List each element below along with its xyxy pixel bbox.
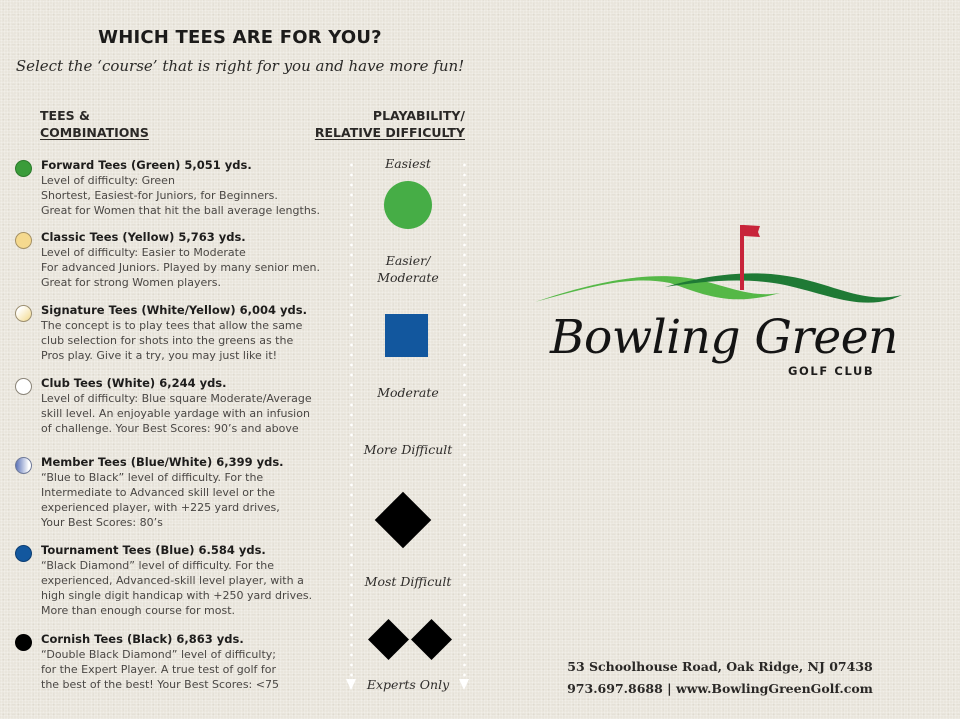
tee-desc: high single digit handicap with +250 yard drives.	[41, 589, 313, 602]
green-circle-icon	[384, 181, 432, 229]
column-header-tees	[40, 107, 149, 141]
difficulty-label-more-difficult: More Difficult	[363, 442, 453, 457]
tee-desc: “Black Diamond” level of difficulty. For the	[41, 559, 274, 572]
footer-address: 53 Schoolhouse Road, Oak Ridge, NJ 07438	[567, 659, 873, 674]
white-yellow-tee-marker-icon	[15, 305, 32, 322]
dotted-divider-left	[350, 160, 353, 680]
difficulty-label-easier-moderate: Moderate	[377, 270, 439, 285]
tee-classic	[15, 230, 345, 290]
tee-desc: for the Expert Player. A true test of golf for	[41, 663, 277, 676]
blue-white-tee-marker-icon	[15, 457, 32, 474]
column-header-tees-line1: TEES &	[40, 108, 90, 123]
difficulty-label-experts-only: Experts Only	[366, 677, 450, 692]
difficulty-label-most-difficult: Most Difficult	[364, 574, 452, 589]
tee-desc: For advanced Juniors. Played by many senior men.	[41, 261, 320, 274]
tee-desc: experienced, Advanced-skill level player, with a	[41, 574, 304, 587]
tee-desc: Great for Women that hit the ball average lengths.	[41, 204, 321, 217]
tee-desc: club selection for shots into the greens as the	[41, 334, 294, 347]
tee-desc: The concept is to play tees that allow the same	[41, 319, 303, 332]
tee-club	[15, 376, 345, 436]
blue-square-icon	[385, 314, 428, 357]
column-header-difficulty	[290, 107, 465, 141]
difficulty-label-moderate: Moderate	[377, 385, 439, 400]
tee-forward	[15, 158, 345, 218]
tee-desc: Pros play. Give it a try, you may just like it!	[41, 349, 278, 362]
tee-name: Tournament Tees (Blue) 6.584 yds.	[41, 543, 266, 557]
tee-signature	[15, 303, 345, 363]
tee-cornish	[15, 632, 345, 692]
tee-name: Forward Tees (Green) 5,051 yds.	[41, 158, 252, 172]
tee-desc: Intermediate to Advanced skill level or the	[41, 486, 276, 499]
footer-contact	[560, 656, 880, 700]
black-diamond-icon	[375, 492, 432, 549]
tee-desc: Level of difficulty: Green	[41, 174, 175, 187]
logo-subtitle: GOLF CLUB	[788, 364, 875, 378]
black-tee-marker-icon	[15, 634, 32, 651]
column-header-difficulty-line2: RELATIVE DIFFICULTY	[314, 125, 465, 140]
column-header-difficulty-line1: PLAYABILITY/	[372, 108, 465, 123]
dotted-divider-right	[463, 160, 466, 680]
double-black-diamond-icon-right	[411, 619, 452, 660]
tee-member	[15, 455, 345, 530]
tee-desc: the best of the best! Your Best Scores: <75	[41, 678, 279, 691]
tee-desc: skill level. An enjoyable yardage with an infusion	[41, 407, 310, 420]
page-title: WHICH TEES ARE FOR YOU?	[98, 27, 382, 48]
tee-desc: More than enough course for most.	[41, 604, 236, 617]
difficulty-label-easier: Easier/	[385, 253, 431, 268]
logo-name: Bowling Green	[550, 310, 898, 365]
blue-tee-marker-icon	[15, 545, 32, 562]
tee-desc: Your Best Scores: 80’s	[41, 516, 163, 529]
double-black-diamond-icon-left	[368, 619, 409, 660]
tee-name: Member Tees (Blue/White) 6,399 yds.	[41, 455, 284, 469]
tee-desc: Great for strong Women players.	[41, 276, 221, 289]
page-subtitle: Select the ‘course’ that is right for you and have more fun!	[15, 57, 465, 75]
tee-desc: of challenge. Your Best Scores: 90’s and above	[41, 422, 299, 435]
tee-desc: Shortest, Easiest-for Juniors, for Beginners.	[41, 189, 278, 202]
tee-name: Classic Tees (Yellow) 5,763 yds.	[41, 230, 246, 244]
difficulty-label-easiest: Easiest	[385, 156, 431, 171]
tee-name: Cornish Tees (Black) 6,863 yds.	[41, 632, 244, 646]
tee-desc: “Blue to Black” level of difficulty. For the	[41, 471, 264, 484]
white-tee-marker-icon	[15, 378, 32, 395]
yellow-tee-marker-icon	[15, 232, 32, 249]
column-header-tees-line2: COMBINATIONS	[40, 125, 149, 140]
tee-tournament	[15, 543, 345, 618]
footer-phone-website: 973.697.8688 | www.BowlingGreenGolf.com	[567, 681, 873, 696]
tee-desc: Level of difficulty: Blue square Moderate/Average	[41, 392, 312, 405]
tee-desc: “Double Black Diamond” level of difficulty;	[41, 648, 276, 661]
tee-name: Club Tees (White) 6,244 yds.	[41, 376, 227, 390]
green-tee-marker-icon	[15, 160, 32, 177]
tee-desc: experienced player, with +225 yard drives,	[41, 501, 280, 514]
tee-name: Signature Tees (White/Yellow) 6,004 yds.	[41, 303, 307, 317]
tee-desc: Level of difficulty: Easier to Moderate	[41, 246, 246, 259]
